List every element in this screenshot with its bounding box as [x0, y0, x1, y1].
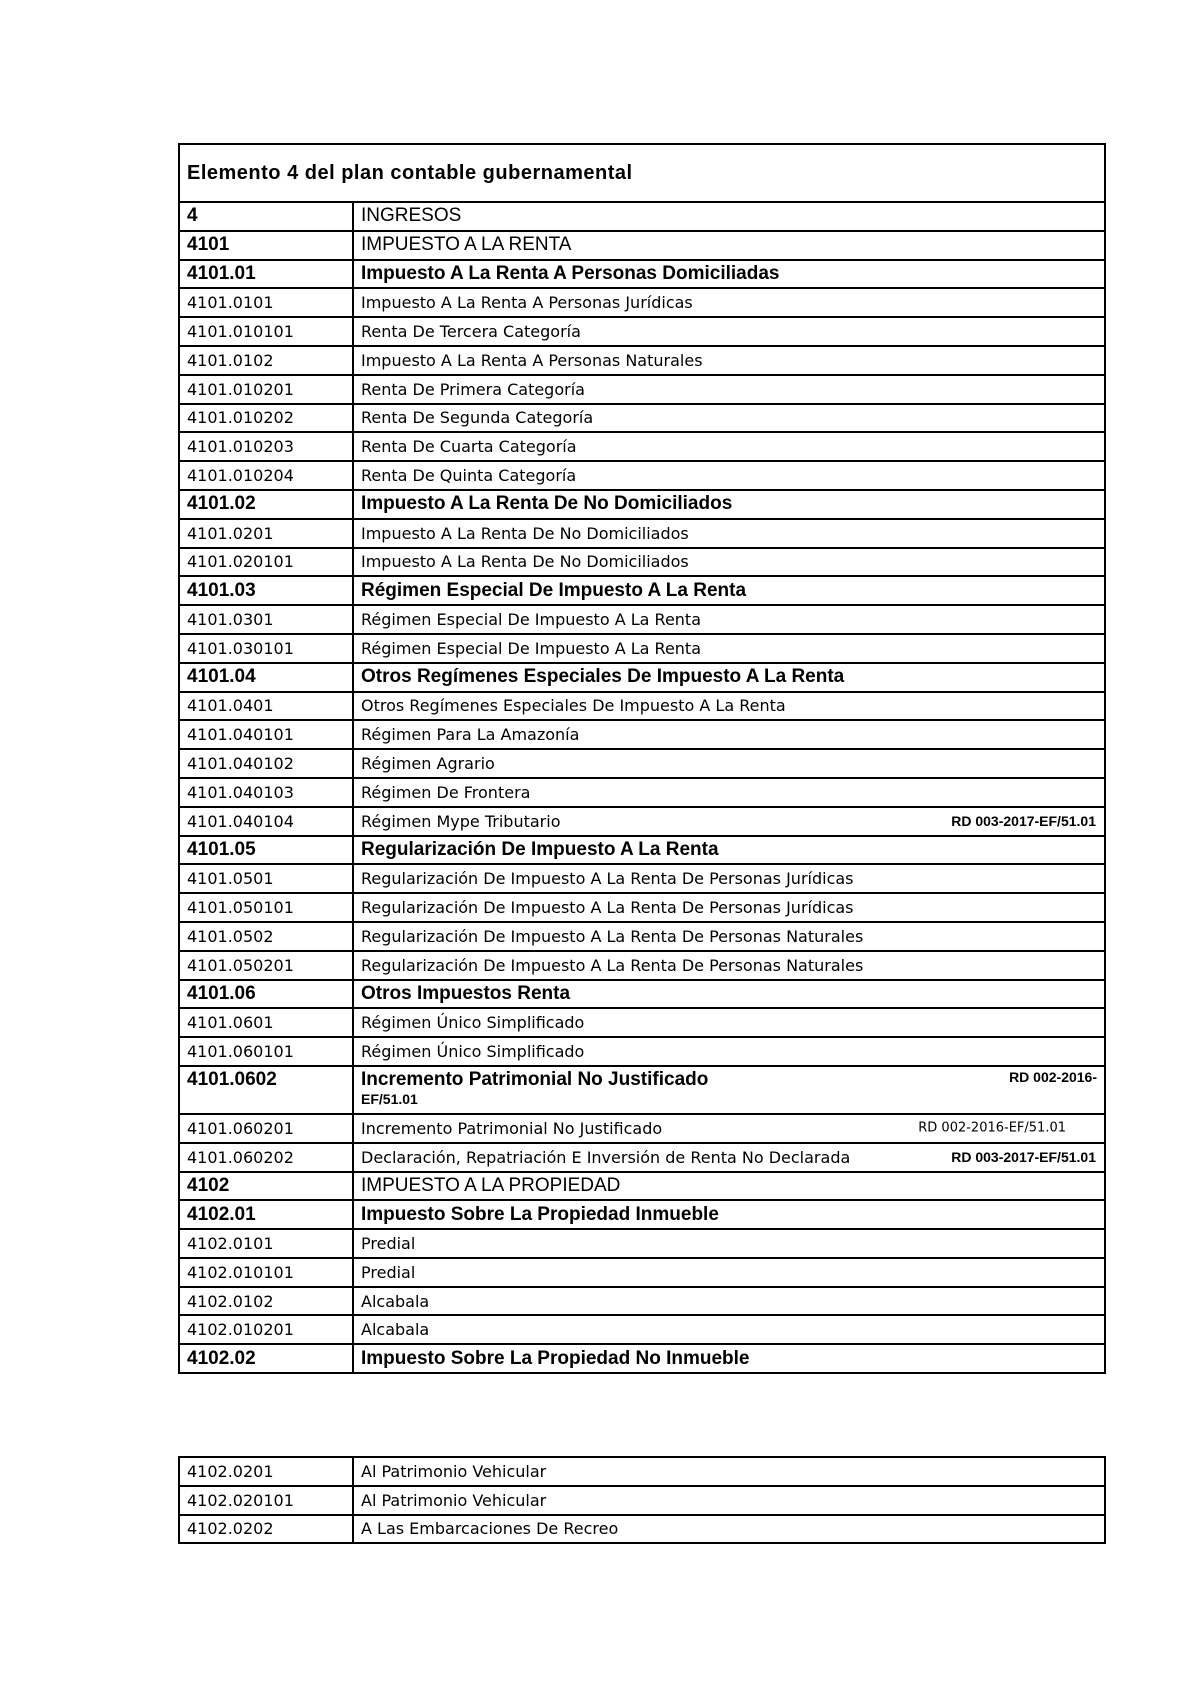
- table-row: [179, 749, 1105, 778]
- account-description: Regularización De Impuesto A La Renta De Personas Jurídicas: [361, 869, 854, 889]
- account-code: 4101.050201: [179, 951, 353, 980]
- account-code: 4101.010101: [179, 317, 353, 346]
- account-code: 4101.010201: [179, 375, 353, 404]
- account-description-cell: [353, 432, 1105, 461]
- resolution-reference: RD 002-2016-: [1009, 1068, 1097, 1085]
- account-description-cell: [353, 922, 1105, 951]
- table-row: [179, 807, 1105, 836]
- account-code: 4101.0301: [179, 605, 353, 634]
- account-code: 4101: [179, 231, 353, 260]
- account-description: Alcabala: [361, 1291, 430, 1311]
- account-description-cell: [353, 1037, 1105, 1066]
- table-row: [179, 519, 1105, 548]
- table-row: [179, 548, 1105, 577]
- resolution-reference-continued: EF/51.01: [361, 1090, 418, 1107]
- account-description-cell: [353, 490, 1105, 519]
- account-description: IMPUESTO A LA RENTA: [361, 234, 572, 256]
- account-description: Régimen Especial De Impuesto A La Renta: [361, 638, 701, 658]
- account-description: Régimen Especial De Impuesto A La Renta: [361, 610, 701, 630]
- account-description: Renta De Tercera Categoría: [361, 322, 581, 342]
- account-description: Renta De Cuarta Categoría: [361, 437, 577, 457]
- table-row: [179, 836, 1105, 865]
- account-code: 4101.020101: [179, 548, 353, 577]
- account-description-cell: [353, 1515, 1105, 1544]
- account-description-cell: [353, 836, 1105, 865]
- account-code: 4101.02: [179, 490, 353, 519]
- table-row: [179, 605, 1105, 634]
- account-description-cell: [353, 893, 1105, 922]
- account-description: Impuesto A La Renta A Personas Domiciliadas: [361, 262, 780, 284]
- account-description: Renta De Quinta Categoría: [361, 466, 577, 486]
- account-code: 4101.0102: [179, 346, 353, 375]
- account-description: Predial: [361, 1262, 416, 1282]
- account-code: 4102.020101: [179, 1486, 353, 1515]
- table-row: [179, 1037, 1105, 1066]
- account-description: Impuesto A La Renta A Personas Jurídicas: [361, 293, 693, 313]
- account-code: 4101.0401: [179, 692, 353, 721]
- account-description-cell: [353, 346, 1105, 375]
- account-description: Régimen De Frontera: [361, 782, 531, 802]
- account-description-cell: [353, 1114, 1105, 1143]
- account-description: Otros Regímenes Especiales De Impuesto A La Renta: [361, 666, 845, 688]
- title-row: [179, 144, 1105, 202]
- account-description-cell: [353, 548, 1105, 577]
- account-description: Declaración, Repatriación E Inversión de Renta No Declarada: [361, 1147, 851, 1167]
- account-description-cell: [353, 202, 1105, 231]
- account-description: Régimen Único Simplificado: [361, 1013, 585, 1033]
- table-row: [179, 231, 1105, 260]
- table-row: [179, 1515, 1105, 1544]
- table-row: [179, 663, 1105, 692]
- table-row: [179, 1066, 1105, 1114]
- account-description: Impuesto Sobre La Propiedad No Inmueble: [361, 1347, 750, 1369]
- account-code: 4102.0101: [179, 1229, 353, 1258]
- table-row: [179, 634, 1105, 663]
- resolution-reference: RD 002-2016-EF/51.01: [918, 1120, 1066, 1136]
- account-description-cell: [353, 288, 1105, 317]
- account-description-cell: [353, 404, 1105, 433]
- account-code: 4101.050101: [179, 893, 353, 922]
- account-code: 4102: [179, 1172, 353, 1201]
- document-title: Elemento 4 del plan contable gubernamental: [179, 144, 1105, 202]
- account-description-cell: [353, 807, 1105, 836]
- table-row: [179, 980, 1105, 1009]
- account-code: 4101.0101: [179, 288, 353, 317]
- account-description: Impuesto A La Renta De No Domiciliados: [361, 552, 689, 572]
- account-description-cell: [353, 1457, 1105, 1486]
- account-description: Otros Impuestos Renta: [361, 982, 571, 1004]
- table-row: [179, 951, 1105, 980]
- account-description-cell: [353, 1229, 1105, 1258]
- account-description: Regularización De Impuesto A La Renta De Personas Naturales: [361, 955, 864, 975]
- account-description-cell: [353, 634, 1105, 663]
- account-description: Otros Regímenes Especiales De Impuesto A La Renta: [361, 696, 786, 716]
- account-description-cell: [353, 1287, 1105, 1316]
- account-code: 4102.0102: [179, 1287, 353, 1316]
- table-row: [179, 1258, 1105, 1287]
- account-description-cell: [353, 951, 1105, 980]
- account-description-cell: [353, 375, 1105, 404]
- account-description: Regularización De Impuesto A La Renta De Personas Naturales: [361, 926, 864, 946]
- account-code: 4101.0601: [179, 1008, 353, 1037]
- accounts-table-continuation-body: [179, 1457, 1105, 1543]
- account-description: Renta De Primera Categoría: [361, 379, 585, 399]
- accounts-table-body: [179, 144, 1105, 1373]
- account-code: 4101.060201: [179, 1114, 353, 1143]
- account-code: 4101.060202: [179, 1143, 353, 1172]
- table-row: [179, 864, 1105, 893]
- account-code: 4101.04: [179, 663, 353, 692]
- table-row: [179, 922, 1105, 951]
- account-code: 4101.0201: [179, 519, 353, 548]
- account-description: Régimen Para La Amazonía: [361, 725, 580, 745]
- table-row: [179, 346, 1105, 375]
- account-description-cell: [353, 1008, 1105, 1037]
- table-row: [179, 1315, 1105, 1344]
- account-description-cell: [353, 663, 1105, 692]
- account-description: Régimen Agrario: [361, 754, 495, 774]
- account-description: IMPUESTO A LA PROPIEDAD: [361, 1174, 621, 1196]
- account-code: 4101.0502: [179, 922, 353, 951]
- table-row: [179, 893, 1105, 922]
- table-row: [179, 375, 1105, 404]
- account-description: Impuesto Sobre La Propiedad Inmueble: [361, 1203, 719, 1225]
- account-description-cell: [353, 1143, 1105, 1172]
- account-code: 4101.03: [179, 576, 353, 605]
- account-description-cell: [353, 1344, 1105, 1373]
- account-code: 4101.01: [179, 260, 353, 289]
- account-code: 4101.040104: [179, 807, 353, 836]
- account-description: Regularización De Impuesto A La Renta De Personas Jurídicas: [361, 898, 854, 918]
- account-code: 4101.0602: [179, 1066, 353, 1114]
- account-description: Régimen Especial De Impuesto A La Renta: [361, 579, 747, 601]
- resolution-reference: RD 003-2017-EF/51.01: [951, 1149, 1096, 1166]
- account-description-cell: [353, 1200, 1105, 1229]
- account-description-cell: [353, 317, 1105, 346]
- account-description: Incremento Patrimonial No Justificado: [361, 1068, 709, 1090]
- account-description: Régimen Único Simplificado: [361, 1042, 585, 1061]
- table-row: [179, 692, 1105, 721]
- account-code: 4101.040102: [179, 749, 353, 778]
- account-description-cell: [353, 576, 1105, 605]
- account-code: 4102.010201: [179, 1315, 353, 1344]
- account-code: 4101.040103: [179, 778, 353, 807]
- account-description-cell: [353, 519, 1105, 548]
- table-row: [179, 1486, 1105, 1515]
- table-row: [179, 202, 1105, 231]
- account-description-cell: [353, 260, 1105, 289]
- account-code: 4101.0501: [179, 864, 353, 893]
- table-row: [179, 1143, 1105, 1172]
- account-description: Al Patrimonio Vehicular: [361, 1461, 547, 1481]
- account-code: 4102.0202: [179, 1515, 353, 1544]
- table-row: [179, 720, 1105, 749]
- account-code: 4101.010202: [179, 404, 353, 433]
- account-code: 4101.010204: [179, 461, 353, 490]
- account-description-cell: [353, 720, 1105, 749]
- account-description-cell: [353, 1315, 1105, 1344]
- account-code: 4101.040101: [179, 720, 353, 749]
- account-description: Renta De Segunda Categoría: [361, 408, 594, 428]
- account-code: 4101.06: [179, 980, 353, 1009]
- table-row: [179, 404, 1105, 433]
- account-description-cell: [353, 778, 1105, 807]
- account-description-cell: [353, 980, 1105, 1009]
- account-description: Al Patrimonio Vehicular: [361, 1490, 547, 1510]
- table-row: [179, 1344, 1105, 1373]
- account-description-cell: [353, 749, 1105, 778]
- table-row: [179, 490, 1105, 519]
- account-description-cell: [353, 1258, 1105, 1287]
- table-row: [179, 288, 1105, 317]
- account-description: Alcabala: [361, 1320, 430, 1340]
- resolution-reference: RD 003-2017-EF/51.01: [951, 813, 1096, 830]
- table-row: [179, 1114, 1105, 1143]
- account-description-cell: [353, 692, 1105, 721]
- table-row: [179, 778, 1105, 807]
- table-row: [179, 1200, 1105, 1229]
- account-description-cell: [353, 1066, 1105, 1114]
- account-description-cell: [353, 1486, 1105, 1515]
- table-row: [179, 1008, 1105, 1037]
- account-description-cell: [353, 461, 1105, 490]
- account-description: Impuesto A La Renta De No Domiciliados: [361, 523, 689, 543]
- account-description: Impuesto A La Renta A Personas Naturales: [361, 350, 703, 370]
- accounts-table: [178, 143, 1106, 1374]
- table-row: [179, 461, 1105, 490]
- accounts-table-continuation: [178, 1456, 1106, 1544]
- account-description: INGRESOS: [361, 205, 462, 227]
- account-description: Impuesto A La Renta De No Domiciliados: [361, 493, 733, 515]
- account-description-cell: [353, 1172, 1105, 1201]
- account-description-cell: [353, 231, 1105, 260]
- table-row: [179, 317, 1105, 346]
- table-row: [179, 432, 1105, 461]
- account-description-cell: [353, 864, 1105, 893]
- account-description: A Las Embarcaciones De Recreo: [361, 1519, 619, 1539]
- account-code: 4102.01: [179, 1200, 353, 1229]
- account-description: Regularización De Impuesto A La Renta: [361, 838, 719, 860]
- table-row: [179, 1457, 1105, 1486]
- table-row: [179, 260, 1105, 289]
- account-code: 4101.030101: [179, 634, 353, 663]
- table-row: [179, 1229, 1105, 1258]
- account-description: Incremento Patrimonial No Justificado: [361, 1118, 663, 1138]
- account-code: 4: [179, 202, 353, 231]
- account-description-cell: [353, 605, 1105, 634]
- table-row: [179, 576, 1105, 605]
- table-row: [179, 1172, 1105, 1201]
- table-row: [179, 1287, 1105, 1316]
- account-code: 4102.010101: [179, 1258, 353, 1287]
- account-description: Régimen Mype Tributario: [361, 811, 561, 831]
- account-code: 4101.05: [179, 836, 353, 865]
- account-code: 4101.060101: [179, 1037, 353, 1066]
- account-code: 4102.02: [179, 1344, 353, 1373]
- account-code: 4102.0201: [179, 1457, 353, 1486]
- account-description: Predial: [361, 1233, 416, 1253]
- account-code: 4101.010203: [179, 432, 353, 461]
